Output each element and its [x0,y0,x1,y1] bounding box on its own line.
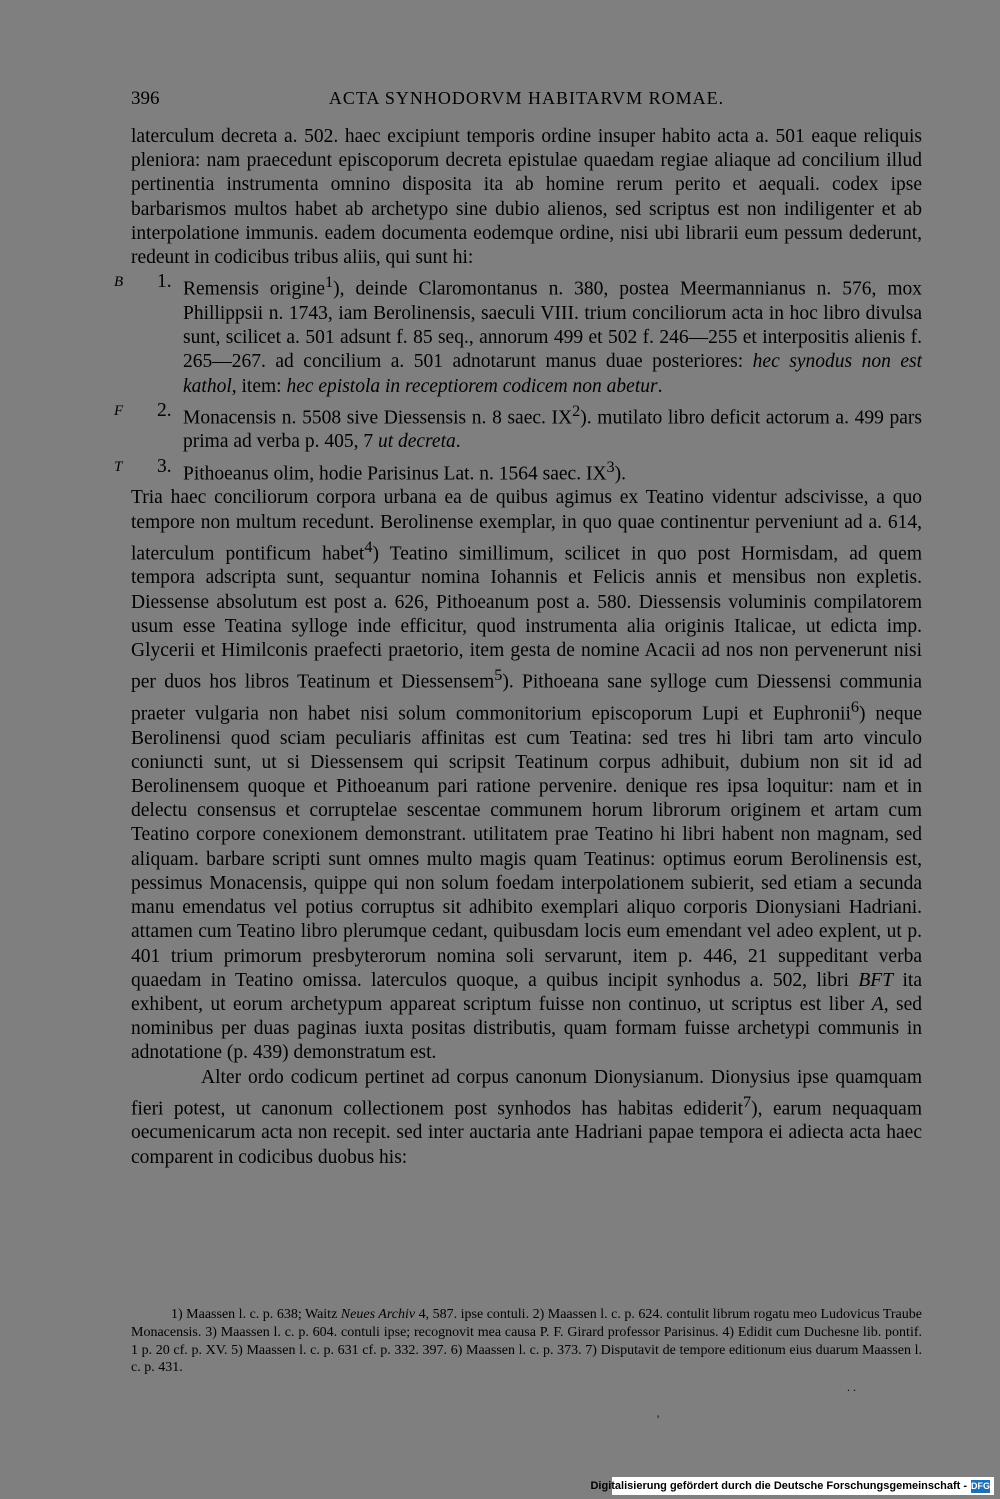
page-number: 396 [131,88,160,109]
tick-mark: ' [657,1412,660,1426]
footnote-block: 1) Maassen l. c. p. 638; Waitz Neues Archiv 4, 587. ipse contuli. 2) Maassen l. c. p. 624. contulit librum rogatu meo Ludovicus Traube Monacensis. 3) Maassen l. c. p. 604. contuli ipse; recognovit mea causa P. F. Girard professor Parisinus. 4) Edidit cum Duchesne lib. pontif. 1 p. 20 cf. p. XV. 5) Maassen l. c. p. 631 cf. p. 332. 397. 6) Maassen l. c. p. 373. 7) Disputavit de tempore editionum eius duarum Maassen l. c. p. 431. [131,1307,922,1376]
paragraph-2: Tria haec conciliorum corpora urbana ea de quibus agimus ex Teatino videntur adscivisse, a quo tempore non multum recedunt. Berolinense exemplar, in quo quae continentur perveniunt ad a. 614, laterculum pontificum habet$^4$) Teatino simillimum, scilicet in quo post Hormisdam, ad quem tempora adscripta sunt, sequantur nomina Iohannis et Felicis annis et mensibus non expletis. Diessense absolutum est post a. 626, Pithoeanum post a. 580. Diessensis voluminis compilatorem usum esse Teatina sylloge inde efficitur, quod instrumenta alia originis Italicae, ut edicta imp. Glycerii et Himilconis praefecti praetorio, item gesta de nomine Acacii ad nos non pervenerunt nisi per duos hos libros Teatinum et Diessensem$^5$). Pithoeana sane sylloge cum Diessensi communia praeter vulgaria non habet nisi solum commonitorium episcoporum Lupi et Euphronii$^6$) neque Berolinensi quod sciam peculiaris affinitas est cum Teatina: sed tres hi libri tam arto vinculo coniuncti sunt, ut si Diessensem qui scripsit Teatinum corpus adhibuit, dubium non sit id ad Berolinensem quoque et Pithoeanum pari ratione pervenire. denique res ipsa loquitur: nam et in delectu consensus et corruptelae sescentae communem horum librorum originem et artam cum Teatino corpore conexionem demonstrant. utilitatem prae Teatino hi libri habent non magnam, sed aliquam. barbare scripti sunt omnes multo magis quam Teatinus: optimus eorum Berolinensis est, pessimus Monacensis, quippe qui non solum foedam interpolationem subierit, sed etiam a secunda manu emendatus vel potius corruptus sit adhibito exemplari aliquo corporis Dionysiani Hadriani. attamen cum Teatino libro plerumque cedant, quibusdam locis eum emendant vel adeo explent, ut p. 401 trium primorum presbyterorum nomina soli servarunt, item p. 446, 21 suppeditant verba quaedam in Teatino omissa. laterculos quoque, a quibus incipit synhodus a. 502, libri BFT ita exhibent, ut eorum archetypum appareat scriptum fuisse non continuo, ut scriptus est liber A, sed nominibus per duas paginas iuxta positas distributis, quam formam fuisse archetypi communis in adnotatione (p. 439) demonstratum est. [131,487,923,1064]
running-head: ACTA SYNHODORVM HABITARVM ROMAE. [328,88,725,108]
page-header [131,88,922,112]
paragraph-3: Alter ordo codicum pertinet ad corpus canonum Dionysianum. Dionysius ipse quamquam fieri potest, ut canonum collectionem post synhodos has habitas ediderit$^7$), earum nequaquam oecumenicarum acta non recepit. sed inter auctaria ante Hadriani papae tempora ei adiecta acta haec comparent in codicibus duobus his: [131,1066,922,1168]
dfg-logo-icon: DFG [971,1481,990,1491]
list-item-b: B 1. Remensis origine$^1$), deinde Claromontanus n. 380, postea Meermannianus n. 576, mox Phillippsii n. 1743, iam Berolinensis, saeculi VIII. trium conciliorum acta in hoc libro divulsa sunt, scilicet a. 501 adsunt f. 85 seq., annorum 499 et 502 f. 246—255 et interpositis alienis f. 265—267. ad concilium a. 501 adnotarunt manus duae posteriores: hec synodus non est kathol, item: hec epistola in receptiorem codicem non abetur. [114,271,922,397]
siglum: B [114,274,124,291]
footnotes [131,1306,922,1377]
siglum: T [114,458,123,475]
funding-bar [590,1477,994,1495]
stray-marks: . . [847,1380,856,1394]
main-text [114,125,923,1170]
item-number: 3. [157,455,172,477]
item-number: 1. [157,271,172,293]
siglum: F [114,402,124,419]
funding-note: Digitalisierung gefördert durch die Deutsche Forschungsgemeinschaft - [590,1480,967,1492]
list-item-t: T 3. Pithoeanus olim, hodie Parisinus Lat. n. 1564 saec. $IX^3$). [114,455,627,485]
item-number: 2. [157,399,172,421]
list-item-f: F 2. Monacensis n. 5508 sive Diessensis n. 8 saec. $IX^2$). mutilato libro deficit actorum a. 499 pars prima ad verba p. 405, 7 ut decreta. [114,399,922,453]
paragraph-1: laterculum decreta a. 502. haec excipiunt temporis ordine insuper habito acta a. 501 eaque reliquis pleniora: nam praecedunt episcoporum decreta epistulae quaedam regiae aliaque ad concilium illud pertinentia instrumenta omnino disposita ita ab homine rerum perito et aequali. codex ipse barbarismos multos habet ab archetypo sine dubio alienos, sed scriptus est non indiligenter et ab interpolatione immunis. eadem documenta eodemque ordine, nisi ubi librarii eum pessum dederunt, redeunt in codicibus tribus aliis, qui sunt hi: [131,126,922,269]
